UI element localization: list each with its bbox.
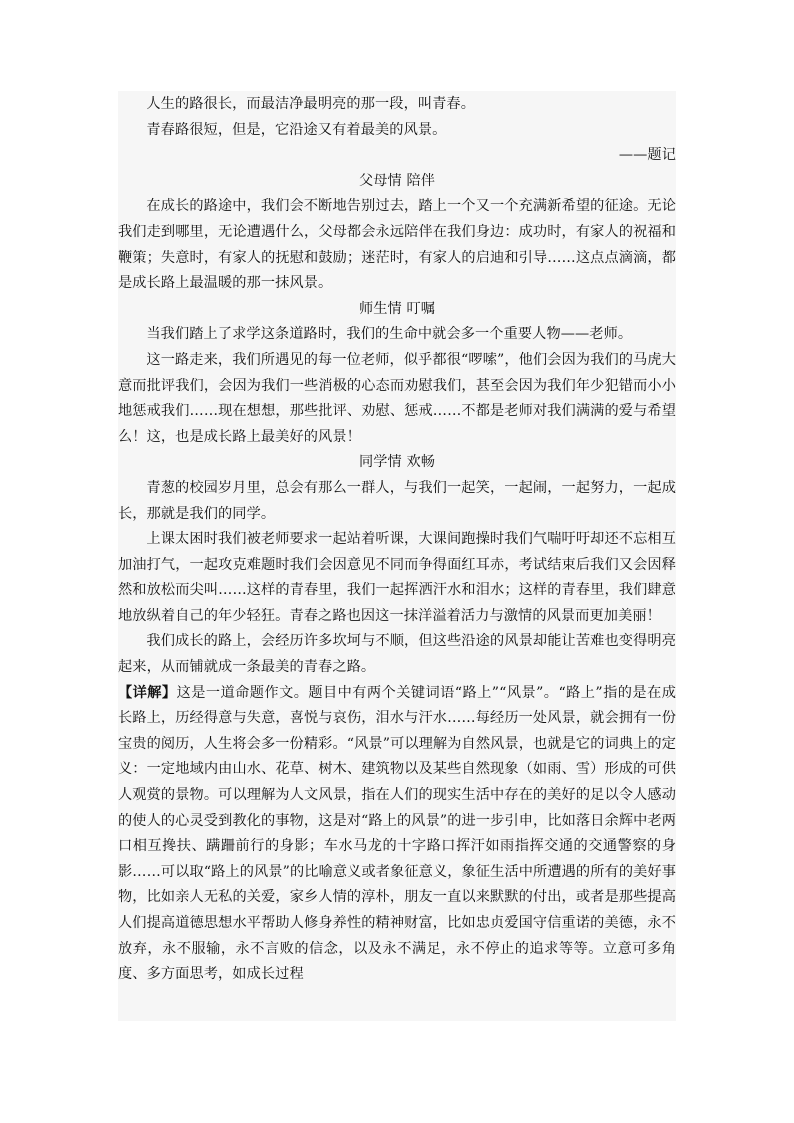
section-title-teachers: 师生情 叮嘱 xyxy=(358,300,436,317)
intro-line-2: 青春路很短，但是，它沿途又有着最美的风景。 xyxy=(146,121,447,138)
section-teachers-paragraph-2: 这一路走来，我们所遇见的每一位老师，似乎都很“啰嗦”，他们会因为我们的马虎大意而批评我们，会因为我们一些消极的心态而劝慰我们，甚至会因为我们年少犯错而小小地惩戒我们……现在想想，那些批评、劝慰、惩戒……不都是老师对我们满满的爱与希望么！这，也是成长路上最美好的风景！ xyxy=(118,351,676,445)
section-title-classmates: 同学情 欢畅 xyxy=(358,454,436,471)
section-title-parents: 父母情 陪伴 xyxy=(358,172,436,189)
section-parents-paragraph: 在成长的路途中，我们会不断地告别过去，踏上一个又一个充满新希望的征途。无论我们走到哪里，无论遭遇什么，父母都会永远陪伴在我们身边：成功时，有家人的祝福和鞭策；失意时，有家人的抚慰和鼓励；迷茫时，有家人的启迪和引导……这点点滴滴，都是成长路上最温暖的那一抹风景。 xyxy=(118,198,676,292)
document-body xyxy=(118,92,676,988)
epigraph-signature: ——题记 xyxy=(618,147,676,164)
closing-paragraph: 我们成长的路上，会经历许多坎坷与不顺，但这些沿途的风景却能让苦难也变得明亮起来，从而铺就成一条最美的青春之路。 xyxy=(118,633,676,676)
analysis-text: 这是一道命题作文。题目中有两个关键词语“路上”“风景”。“路上”指的是在成长路上，历经得意与失意，喜悦与哀伤，泪水与汗水……每经历一处风景，就会拥有一份宝贵的阅历，人生将会多一份精彩。“风景”可以理解为自然风景，也就是它的词典上的定义：一定地域内由山水、花草、树木、建筑物以及某些自然现象（如雨、雪）形成的可供人观赏的景物。可以理解为人文风景，指在人们的现实生活中存在的美好的足以令人感动的使人的心灵受到教化的事物，这是对“路上的风景”的进一步引申，比如落日余辉中老两口相互搀扶、蹒跚前行的身影；车水马龙的十字路口挥汗如雨指挥交通的交通警察的身影……可以取“路上的风景”的比喻意义或者象征意义，象征生活中所遭遇的所有的美好事物，比如亲人无私的关爱，家乡人情的淳朴，朋友一直以来默默的付出，或者是那些提高人们提高道德思想水平帮助人修身养性的精神财富，比如忠贞爱国守信重诺的美德，永不放弃，永不服输，永不言败的信念，以及永不满足，永不停止的追求等等。立意可多角度、多方面思考，如成长过程 xyxy=(118,684,676,983)
section-classmates-paragraph-1: 青葱的校园岁月里，总会有那么一群人，与我们一起笑，一起闹，一起努力，一起成长，那就是我们的同学。 xyxy=(118,479,676,522)
analysis-paragraph xyxy=(118,681,676,988)
intro-line-1: 人生的路很长，而最洁净最明亮的那一段，叫青春。 xyxy=(146,96,476,112)
analysis-tag: 【详解】 xyxy=(118,684,177,701)
section-teachers-paragraph-1: 当我们踏上了求学这条道路时，我们的生命中就会多一个重要人物——老师。 xyxy=(146,326,633,343)
section-classmates-paragraph-2: 上课太困时我们被老师要求一起站着听课，大课间跑操时我们气喘吁吁却还不忘相互加油打气，一起攻克难题时我们会因意见不同而争得面红耳赤，考试结束后我们又会因释然和放松而尖叫……这样的青春里，我们一起挥洒汗水和泪水；这样的青春里，我们肆意地放纵着自己的年少轻狂。青春之路也因这一抹洋溢着活力与激情的风景而更加美丽！ xyxy=(118,531,676,624)
